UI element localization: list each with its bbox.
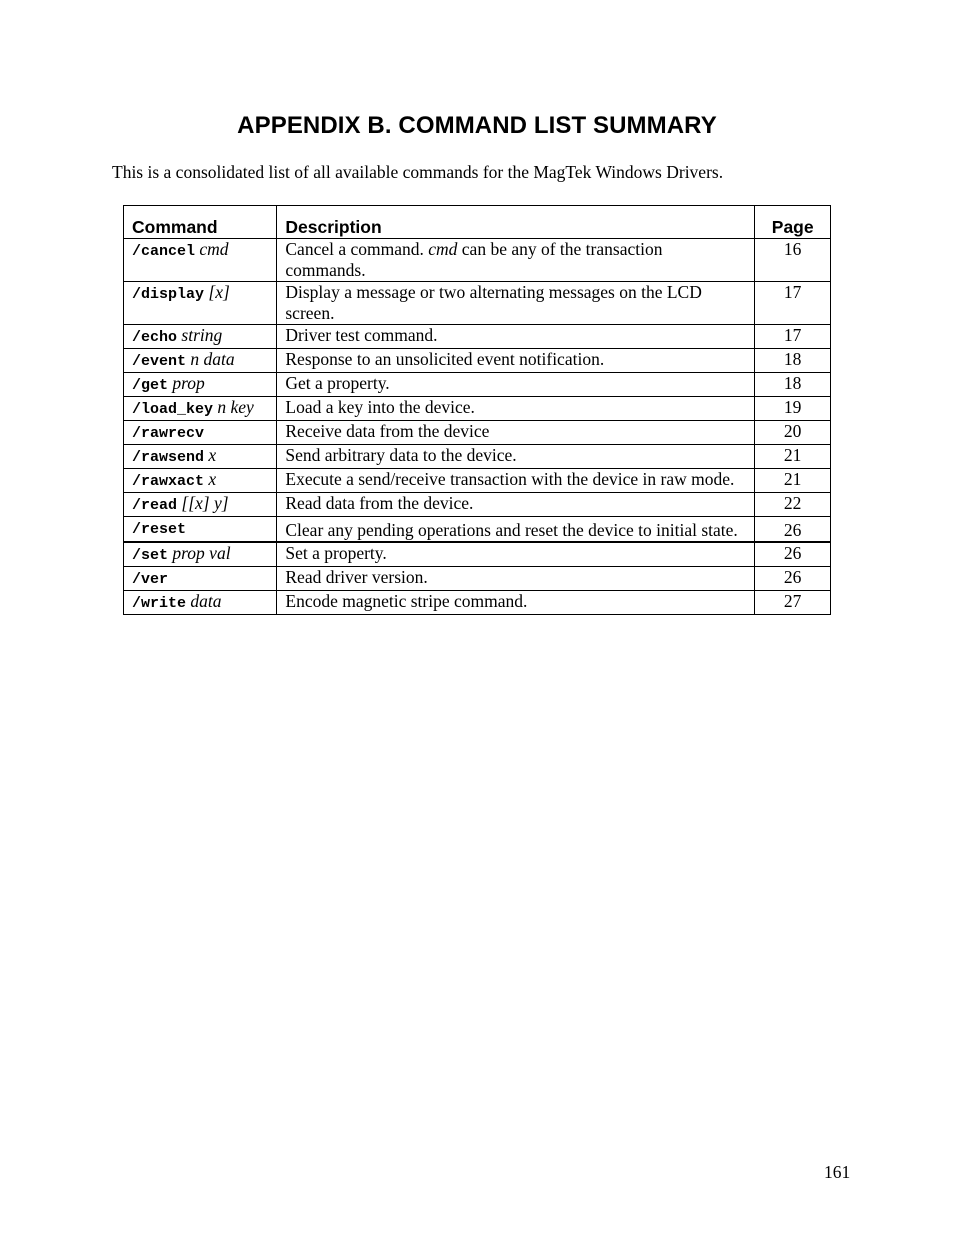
command-name: /rawrecv xyxy=(132,425,205,442)
command-name: /write xyxy=(132,595,187,612)
command-arg: [x] xyxy=(204,282,230,302)
table-row xyxy=(124,349,831,373)
description-cell: Load a key into the device. xyxy=(277,397,755,421)
page-cell: 21 xyxy=(755,469,831,493)
command-cell xyxy=(124,567,277,591)
command-cell xyxy=(124,397,277,421)
command-cell xyxy=(124,591,277,615)
description-cell: Set a property. xyxy=(277,542,755,567)
command-name: /rawxact xyxy=(132,473,205,490)
description-emphasis: cmd xyxy=(428,239,458,259)
command-table xyxy=(123,205,831,615)
header-page: Page xyxy=(755,206,831,239)
table-row xyxy=(124,282,831,325)
command-arg: n data xyxy=(186,349,235,369)
page-cell: 26 xyxy=(755,567,831,591)
command-cell xyxy=(124,542,277,567)
description-text-tail: can be any of the transaction commands. xyxy=(285,239,663,280)
header-description: Description xyxy=(277,206,755,239)
command-name: /set xyxy=(132,547,169,564)
description-text: Cancel a command. xyxy=(285,239,429,259)
description-cell: Display a message or two alternating messages on the LCD screen. xyxy=(277,282,755,325)
command-name: /read xyxy=(132,497,178,514)
command-cell xyxy=(124,469,277,493)
command-arg: data xyxy=(186,591,222,611)
table-row xyxy=(124,445,831,469)
page-cell: 18 xyxy=(755,373,831,397)
page-cell: 17 xyxy=(755,282,831,325)
table-row xyxy=(124,239,831,282)
command-cell xyxy=(124,493,277,517)
table-row xyxy=(124,421,831,445)
command-name: /rawsend xyxy=(132,449,205,466)
page-cell: 26 xyxy=(755,517,831,543)
description-cell: Execute a send/receive transaction with the device in raw mode. xyxy=(277,469,755,493)
table-row xyxy=(124,325,831,349)
description-cell: Response to an unsolicited event notification. xyxy=(277,349,755,373)
page-cell: 22 xyxy=(755,493,831,517)
command-cell xyxy=(124,282,277,325)
table-row xyxy=(124,567,831,591)
description-cell: Send arbitrary data to the device. xyxy=(277,445,755,469)
page-cell: 19 xyxy=(755,397,831,421)
table-row xyxy=(124,493,831,517)
command-name: /reset xyxy=(132,521,187,538)
command-cell xyxy=(124,517,277,543)
page-cell: 16 xyxy=(755,239,831,282)
table-row xyxy=(124,373,831,397)
command-arg: [[x] y] xyxy=(177,493,229,513)
command-name: /event xyxy=(132,353,187,370)
page-title: APPENDIX B. COMMAND LIST SUMMARY xyxy=(237,112,717,139)
page-cell: 26 xyxy=(755,542,831,567)
description-cell: Read driver version. xyxy=(277,567,755,591)
page-cell: 17 xyxy=(755,325,831,349)
command-cell xyxy=(124,445,277,469)
command-cell xyxy=(124,239,277,282)
description-cell xyxy=(277,239,755,282)
description-cell: Clear any pending operations and reset the device to initial state. xyxy=(277,517,755,543)
table-row xyxy=(124,542,831,567)
command-name: /echo xyxy=(132,329,178,346)
page-number: 161 xyxy=(824,1162,851,1182)
table-row xyxy=(124,397,831,421)
command-cell xyxy=(124,421,277,445)
command-cell xyxy=(124,373,277,397)
command-name: /display xyxy=(132,286,205,303)
description-cell: Driver test command. xyxy=(277,325,755,349)
table-row xyxy=(124,591,831,615)
command-name: /ver xyxy=(132,571,169,588)
command-arg: prop xyxy=(168,373,205,393)
command-arg: cmd xyxy=(195,239,229,259)
command-name: /cancel xyxy=(132,243,196,260)
intro-paragraph: This is a consolidated list of all available commands for the MagTek Windows Drivers. xyxy=(112,162,724,182)
table-header-row xyxy=(124,206,831,239)
command-arg: n key xyxy=(213,397,254,417)
command-name: /load_key xyxy=(132,401,214,418)
command-arg: x xyxy=(204,445,217,465)
command-cell xyxy=(124,325,277,349)
description-cell: Encode magnetic stripe command. xyxy=(277,591,755,615)
command-cell xyxy=(124,349,277,373)
table-row xyxy=(124,469,831,493)
table-row xyxy=(124,517,831,543)
description-cell: Read data from the device. xyxy=(277,493,755,517)
page-cell: 21 xyxy=(755,445,831,469)
header-command: Command xyxy=(124,206,277,239)
command-arg: x xyxy=(204,469,217,489)
description-cell: Get a property. xyxy=(277,373,755,397)
command-arg: prop val xyxy=(168,543,231,563)
command-name: /get xyxy=(132,377,169,394)
page-cell: 27 xyxy=(755,591,831,615)
page-cell: 18 xyxy=(755,349,831,373)
description-cell: Receive data from the device xyxy=(277,421,755,445)
page-cell: 20 xyxy=(755,421,831,445)
command-arg: string xyxy=(177,325,223,345)
